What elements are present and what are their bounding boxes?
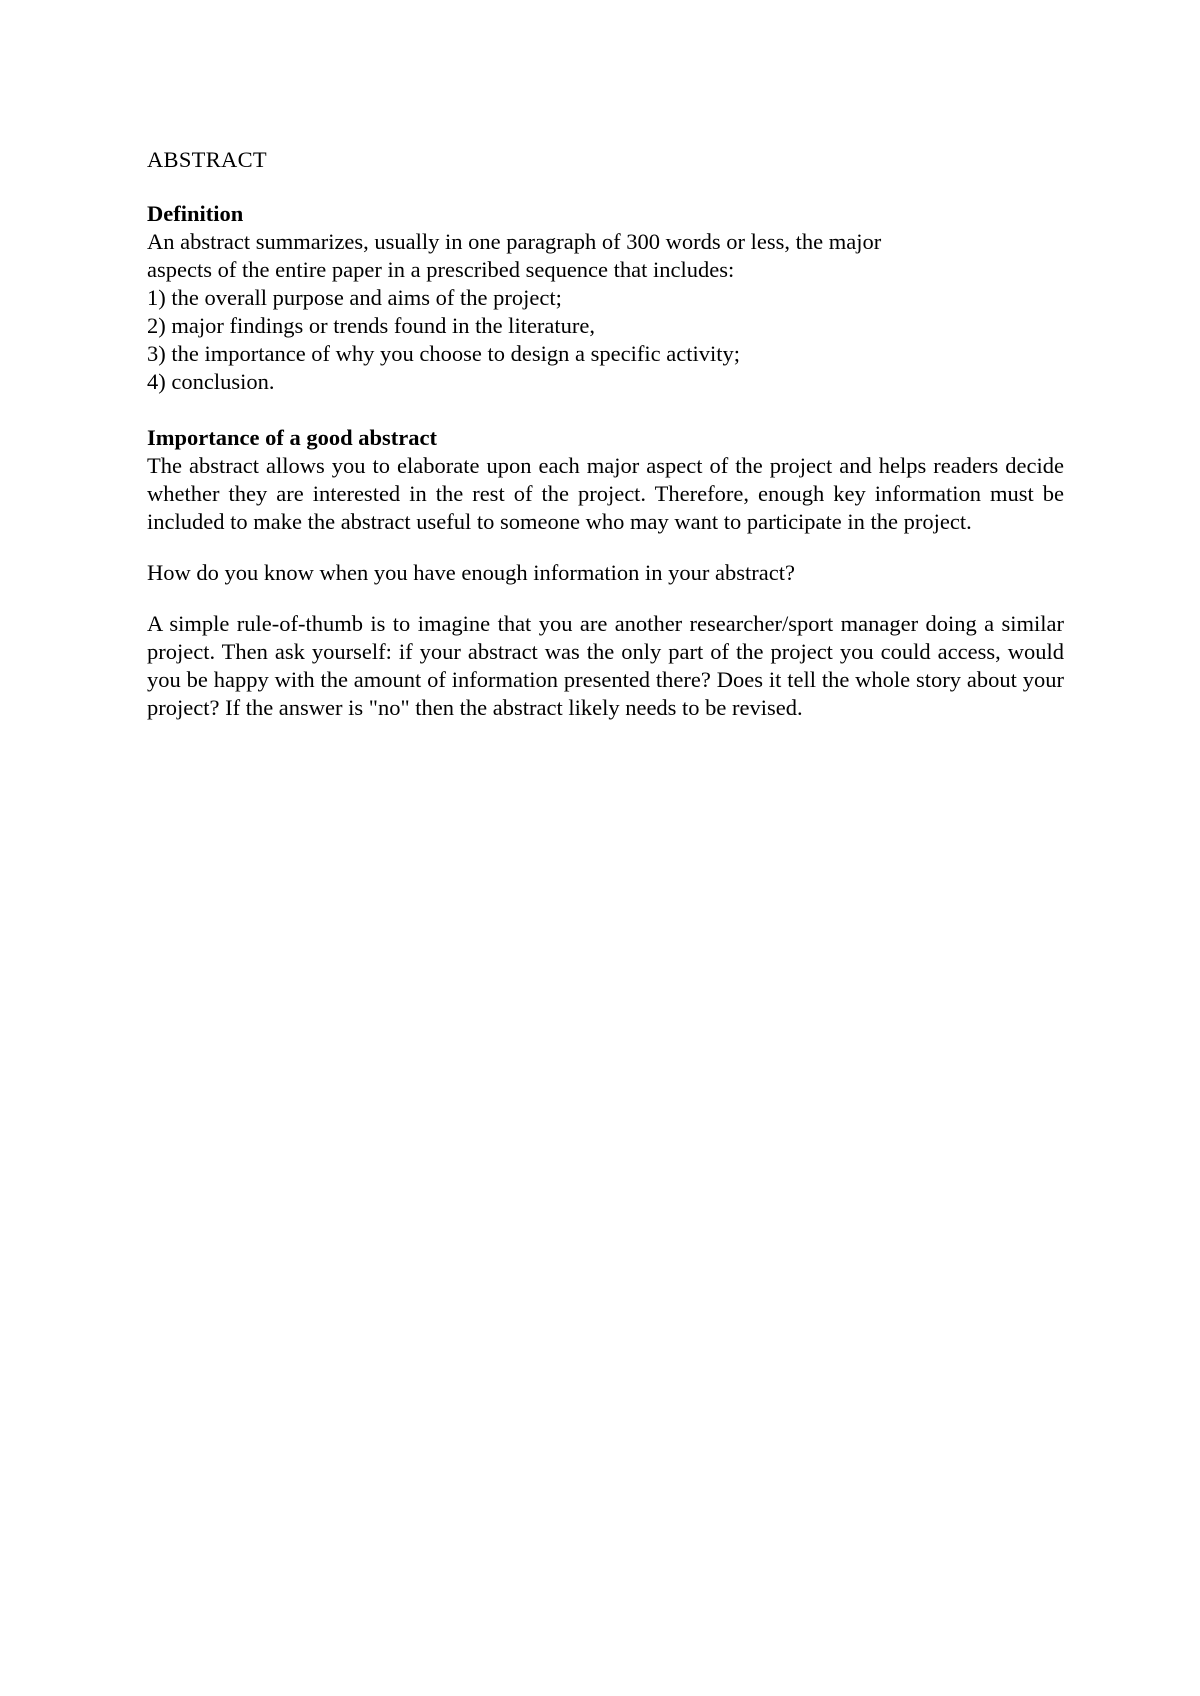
- list-item: 2) major findings or trends found in the literature,: [147, 313, 596, 338]
- enough-information-question: How do you know when you have enough information in your abstract?: [147, 560, 795, 585]
- definition-sequence-list: [147, 284, 1064, 396]
- document-title: ABSTRACT: [147, 147, 267, 172]
- definition-intro-line: An abstract summarizes, usually in one paragraph of 300 words or less, the major: [147, 229, 882, 254]
- definition-intro: [147, 228, 1064, 284]
- list-item: 4) conclusion.: [147, 369, 275, 394]
- definition-heading: Definition: [147, 201, 244, 226]
- importance-paragraph: The abstract allows you to elaborate upon each major aspect of the project and helps readers decide whether they are interested in the rest of the project. Therefore, enough key information must be included to make the abstract useful to someone who may want to participate in the project.: [147, 453, 1064, 534]
- document-body: [147, 146, 1064, 722]
- rule-of-thumb-paragraph: A simple rule-of-thumb is to imagine that you are another researcher/sport manager doing a similar project. Then ask yourself: if your abstract was the only part of the project you could access, would you be happy with the amount of information presented there? Does it tell the whole story about your project? If the answer is "no" then the abstract likely needs to be revised.: [147, 611, 1064, 720]
- importance-heading: Importance of a good abstract: [147, 425, 437, 450]
- list-item: 1) the overall purpose and aims of the project;: [147, 285, 562, 310]
- definition-intro-line: aspects of the entire paper in a prescribed sequence that includes:: [147, 257, 735, 282]
- list-item: 3) the importance of why you choose to design a specific activity;: [147, 341, 740, 366]
